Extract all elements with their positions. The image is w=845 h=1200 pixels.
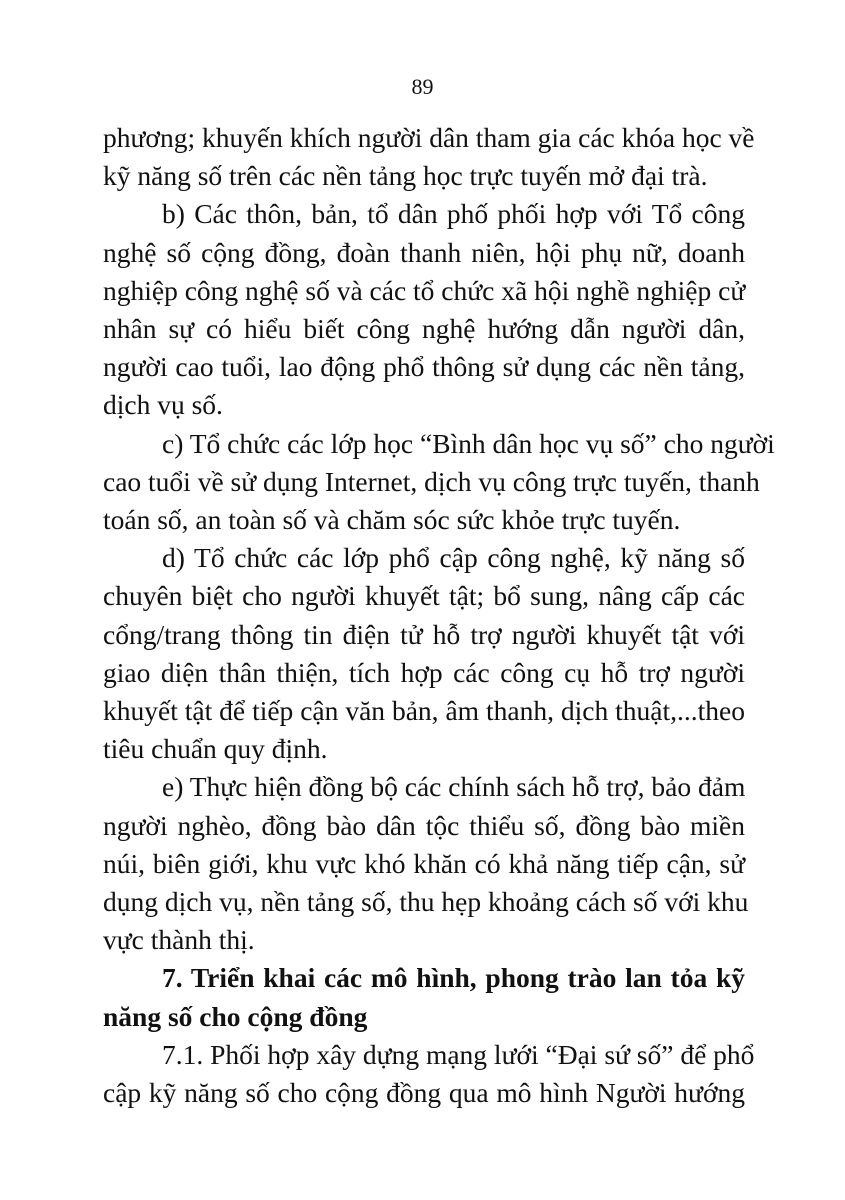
paragraph-item-c bbox=[103, 425, 775, 540]
text-line: vực thành thị. bbox=[103, 924, 255, 956]
text-line: người nghèo, đồng bào dân tộc thiểu số, đồng bào miền bbox=[103, 809, 745, 841]
paragraph-item-d bbox=[103, 539, 745, 768]
heading-line: năng số cho cộng đồng bbox=[103, 1000, 368, 1032]
text-line: e) Thực hiện đồng bộ các chính sách hỗ trợ, bảo đảm bbox=[162, 771, 746, 803]
text-line: nhân sự có hiểu biết công nghệ hướng dẫn người dân, bbox=[103, 313, 745, 345]
text-line: nghệ số cộng đồng, đoàn thanh niên, hội phụ nữ, doanh bbox=[103, 236, 745, 268]
text-line: cập kỹ năng số cho cộng đồng qua mô hình Người hướng bbox=[103, 1077, 745, 1109]
section-heading-7 bbox=[103, 959, 745, 1035]
text-line: dịch vụ số. bbox=[103, 389, 223, 421]
paragraph-7-1 bbox=[103, 1036, 755, 1112]
paragraph-item-b bbox=[103, 195, 745, 424]
text-line: cao tuổi về sử dụng Internet, dịch vụ công trực tuyến, thanh bbox=[103, 465, 760, 497]
text-line: người cao tuổi, lao động phổ thông sử dụng các nền tảng, bbox=[103, 351, 745, 383]
text-line: toán số, an toàn số và chăm sóc sức khỏe trực tuyến. bbox=[103, 504, 681, 536]
heading-line: 7. Triển khai các mô hình, phong trào lan tỏa kỹ bbox=[162, 962, 745, 994]
body-text bbox=[103, 119, 775, 1112]
text-line: chuyên biệt cho người khuyết tật; bổ sung, nâng cấp các bbox=[103, 580, 745, 612]
text-line: tiêu chuẩn quy định. bbox=[103, 733, 328, 765]
text-line: dụng dịch vụ, nền tảng số, thu hẹp khoảng cách số với khu bbox=[103, 886, 749, 918]
text-line: c) Tổ chức các lớp học “Bình dân học vụ số” cho người bbox=[162, 427, 775, 459]
text-line: núi, biên giới, khu vực khó khăn có khả năng tiếp cận, sử bbox=[103, 847, 745, 879]
text-line: b) Các thôn, bản, tổ dân phố phối hợp với Tổ công bbox=[162, 198, 745, 230]
text-line: kỹ năng số trên các nền tảng học trực tuyến mở đại trà. bbox=[103, 160, 708, 192]
text-line: 7.1. Phối hợp xây dựng mạng lưới “Đại sứ số” để phổ bbox=[162, 1038, 755, 1070]
paragraph-continuation bbox=[103, 119, 755, 195]
text-line: giao diện thân thiện, tích hợp các công cụ hỗ trợ người bbox=[103, 656, 745, 688]
text-line: cổng/trang thông tin điện tử hỗ trợ người khuyết tật với bbox=[103, 618, 745, 650]
text-line: d) Tổ chức các lớp phổ cập công nghệ, kỹ năng số bbox=[162, 542, 745, 574]
text-line: khuyết tật để tiếp cận văn bản, âm thanh, dịch thuật,...theo bbox=[103, 695, 745, 727]
page-number: 89 bbox=[411, 74, 434, 99]
text-line: phương; khuyến khích người dân tham gia các khóa học về bbox=[103, 122, 755, 153]
paragraph-item-e bbox=[103, 768, 749, 959]
text-line: nghiệp công nghệ số và các tổ chức xã hội nghề nghiệp cử bbox=[103, 274, 746, 306]
